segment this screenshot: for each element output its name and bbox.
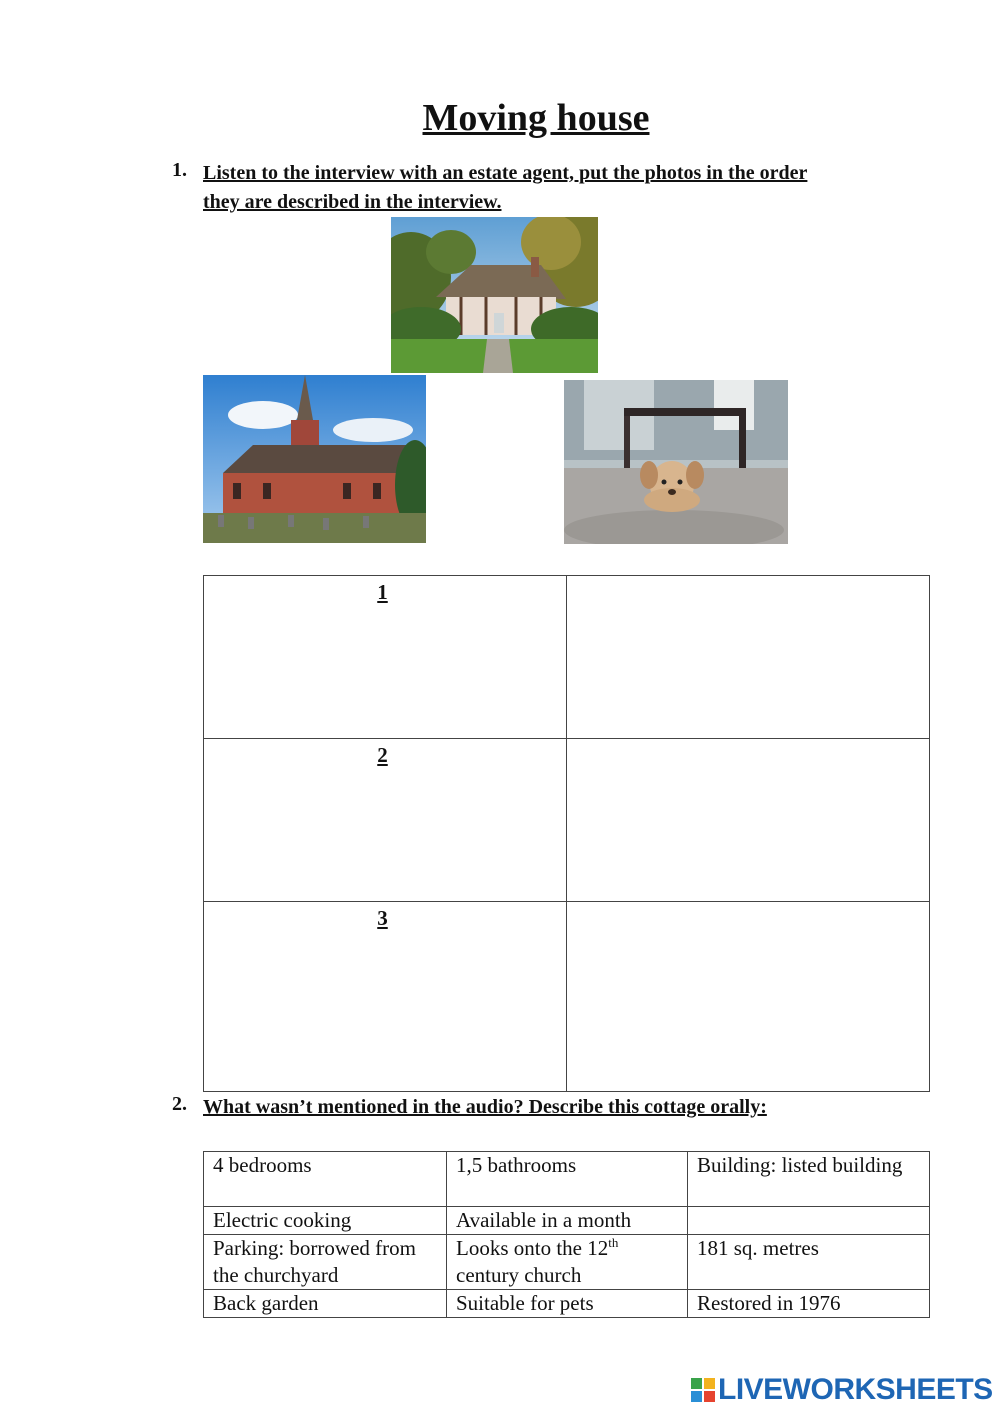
table-row [204,1290,930,1318]
features-table [203,1151,930,1318]
answer-cell[interactable] [567,576,930,739]
cottage-photo [391,217,598,373]
feature-cell: 1,5 bathrooms [447,1152,688,1207]
order-table [203,575,930,1092]
table-row [204,1235,930,1290]
feature-cell: 4 bedrooms [204,1152,447,1207]
table-row [204,1207,930,1235]
order-number: 1 [377,580,388,604]
feature-cell: Building: listed building [688,1152,930,1207]
answer-cell[interactable] [567,739,930,902]
question-1-line-1: Listen to the interview with an estate agent, put the photos in the order [203,162,808,184]
order-number: 3 [377,906,388,930]
feature-cell: Back garden [204,1290,447,1318]
table-row [204,739,930,902]
feature-cell [688,1207,930,1235]
feature-text: Looks onto the 12 [456,1236,609,1260]
order-number-cell [204,902,567,1092]
feature-cell: Suitable for pets [447,1290,688,1318]
liveworksheets-icon [690,1377,716,1403]
order-number-cell [204,739,567,902]
liveworksheets-logo [690,1373,993,1407]
feature-cell: 181 sq. metres [688,1235,930,1290]
feature-cell: Parking: borrowed from the churchyard [204,1235,447,1290]
question-1-text [203,159,933,217]
feature-cell: Electric cooking [204,1207,447,1235]
feature-cell: Available in a month [447,1207,688,1235]
logo-text: LIVEWORKSHEETS [718,1373,993,1406]
order-number: 2 [377,743,388,767]
feature-cell [447,1235,688,1290]
feature-text: century church [456,1263,582,1287]
answer-cell[interactable] [567,902,930,1092]
page-title: Moving house [422,97,650,139]
question-2-number: 2. [172,1093,187,1115]
feature-cell: Restored in 1976 [688,1290,930,1318]
question-2-text: What wasn’t mentioned in the audio? Describe this cottage orally: [203,1096,767,1118]
order-number-cell [204,576,567,739]
question-1-number: 1. [172,159,187,181]
table-row [204,576,930,739]
ordinal-suffix: th [608,1235,619,1250]
question-1-line-2: they are described in the interview. [203,191,502,213]
church-photo [203,375,426,543]
table-row [204,1152,930,1207]
table-row [204,902,930,1092]
puppy-photo [564,380,788,544]
